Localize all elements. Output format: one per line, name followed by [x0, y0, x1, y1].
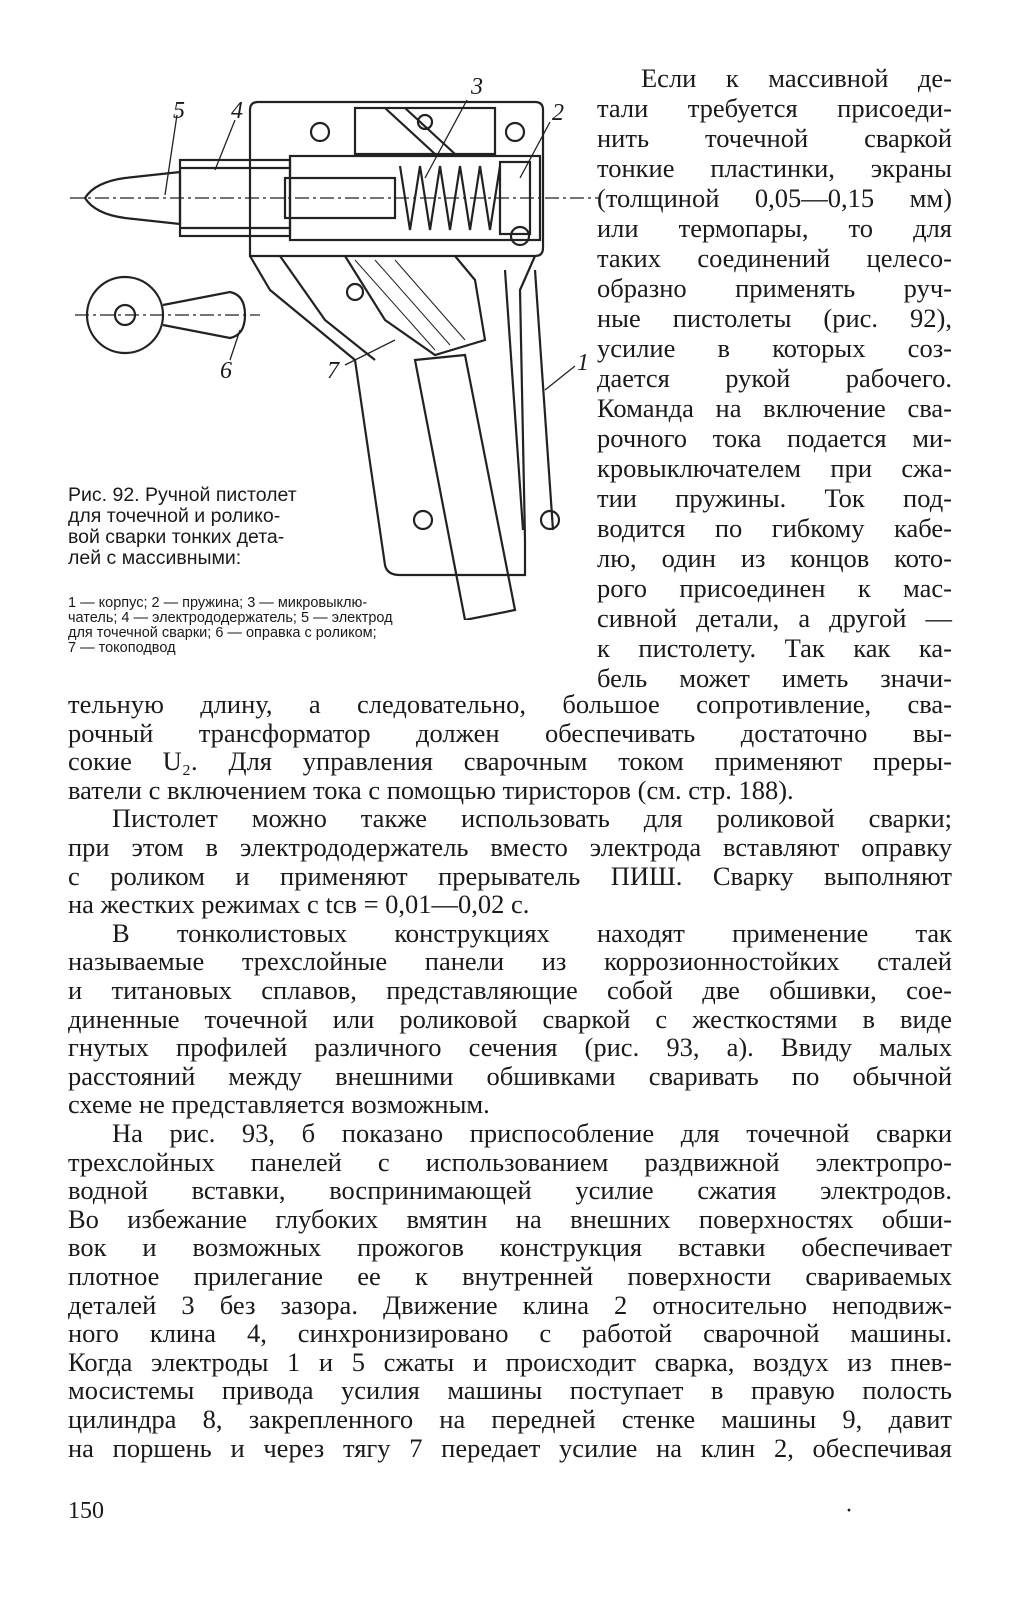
caption-line: лей с массивными: — [68, 547, 242, 569]
text-line: образно применять руч- — [597, 273, 952, 303]
caption-line: вой сварки тонких дета- — [68, 526, 285, 548]
legend-line: 1 — корпус; 2 — пружина; 3 — микровыклю- — [68, 595, 368, 611]
callout-1: 1 — [577, 350, 589, 376]
text-line: бель может иметь значи- — [597, 663, 952, 693]
legend-line: 7 — токоподвод — [68, 640, 176, 656]
callout-3: 3 — [471, 74, 483, 100]
text-line: трехслойных панелей с использованием раздвижной электропро- — [68, 1146, 952, 1177]
caption-line: для точечной и ролико- — [68, 505, 281, 527]
text-line: или термопары, то для — [597, 213, 952, 243]
text-line: вок и возможных прожогов конструкция вставки обеспечивает — [68, 1232, 952, 1263]
text-line: тали требуется присоеди- — [597, 93, 952, 123]
text-line: расстояний между внешними обшивками сваривать по обычной — [68, 1060, 952, 1091]
text-line: усилие в которых соз- — [597, 333, 952, 363]
text-line: На рис. 93, б показано приспособление для точечной сварки — [112, 1118, 952, 1148]
text-line: сокие U₂. Для управления сварочным током применяют преры- — [68, 746, 952, 777]
text-line: деталей 3 без зазора. Движение клина 2 относительно неподвиж- — [68, 1289, 952, 1320]
text-line: ного клина 4, синхронизировано с работой сварочной машины. — [68, 1318, 952, 1349]
text-line: тии пружины. Ток под- — [597, 483, 952, 513]
text-line: Когда электроды 1 и 5 сжаты и происходит сварка, воздух из пнев- — [68, 1346, 952, 1377]
text-line: Пистолет можно также использовать для роликовой сварки; — [112, 803, 952, 834]
text-line: мосистемы привода усилия машины поступает в правую полость — [68, 1375, 952, 1406]
figure-legend — [68, 596, 568, 656]
text-line: ные пистолеты (рис. 92), — [597, 303, 952, 333]
text-line: нить точечной сваркой — [597, 123, 952, 153]
text-line: дается рукой рабочего. — [597, 363, 952, 393]
text-line: цилиндра 8, закрепленного на передней стенке машины 9, давит — [68, 1404, 952, 1434]
text-line: гнутых профилей различного сечения (рис. 93, а). Ввиду малых — [68, 1032, 952, 1063]
legend-line: для точечной сварки; 6 — оправка с роликом; — [68, 625, 377, 641]
page-number: 150 — [68, 1498, 104, 1524]
text-line: сивной детали, а другой — — [597, 603, 952, 633]
text-line: Во избежание глубоких вмятин на внешних поверхностях обши- — [68, 1203, 952, 1234]
text-line: на поршень и через тягу 7 передает усилие на клин 2, обеспечивая — [68, 1432, 952, 1463]
text-line: и титановых сплавов, представляющие собой две обшивки, сое- — [68, 975, 952, 1005]
callout-6: 6 — [220, 358, 232, 384]
stray-dot: · — [845, 1498, 853, 1524]
callout-4: 4 — [231, 98, 243, 124]
legend-line: чатель; 4 — электрододержатель; 5 — электрод — [68, 610, 393, 626]
text-line: к пистолету. Так как ка- — [597, 633, 952, 663]
text-line: Команда на включение сва- — [597, 393, 952, 423]
text-line: таких соединений целесо- — [597, 243, 952, 273]
text-line: при этом в электрододержатель вместо электрода вставляют оправку — [68, 832, 952, 862]
text-line: ватели с включением тока с помощью тиристоров (см. стр. 188). — [68, 774, 794, 805]
text-line: тонкие пластинки, экраны — [597, 153, 952, 183]
text-line: схеме не представляется возможным. — [68, 1089, 490, 1120]
text-line: водной вставки, воспринимающей усилие сжатия электродов. — [68, 1175, 952, 1206]
text-line: рочный трансформатор должен обеспечивать достаточно вы- — [68, 717, 952, 748]
text-line: кровыключателем при сжа- — [597, 453, 952, 483]
text-line: тельную длину, а следовательно, большое сопротивление, сва- — [68, 689, 952, 719]
right-column-text — [597, 63, 952, 693]
text-line: лю, один из концов кото- — [597, 543, 952, 573]
text-line: водится по гибкому кабе- — [597, 513, 952, 543]
body-text — [68, 689, 952, 1463]
text-line: В тонколистовых конструкциях находят применение так — [112, 917, 952, 948]
callout-7: 7 — [327, 358, 339, 384]
caption-line: Рис. 92. Ручной пистолет — [68, 484, 297, 506]
text-line: называемые трехслойные панели из коррозионностойких сталей — [68, 946, 952, 977]
text-line: диненные точечной или роликовой сваркой с жесткостями в виде — [68, 1003, 952, 1034]
text-line: на жестких режимах с tсв = 0,01—0,02 с. — [68, 889, 530, 920]
text-line: (толщиной 0,05—0,15 мм) — [597, 183, 952, 213]
text-line: Если к массивной де- — [641, 63, 952, 93]
figure-caption — [68, 485, 368, 569]
text-line: рого присоединен к мас- — [597, 573, 952, 603]
text-line: рочного тока подается ми- — [597, 423, 952, 453]
text-line: плотное прилегание ее к внутренней поверхности свариваемых — [68, 1261, 952, 1291]
callout-5: 5 — [173, 98, 185, 124]
callout-2: 2 — [552, 100, 564, 126]
text-line: с роликом и применяют прерыватель ПИШ. Сварку выполняют — [68, 860, 952, 891]
